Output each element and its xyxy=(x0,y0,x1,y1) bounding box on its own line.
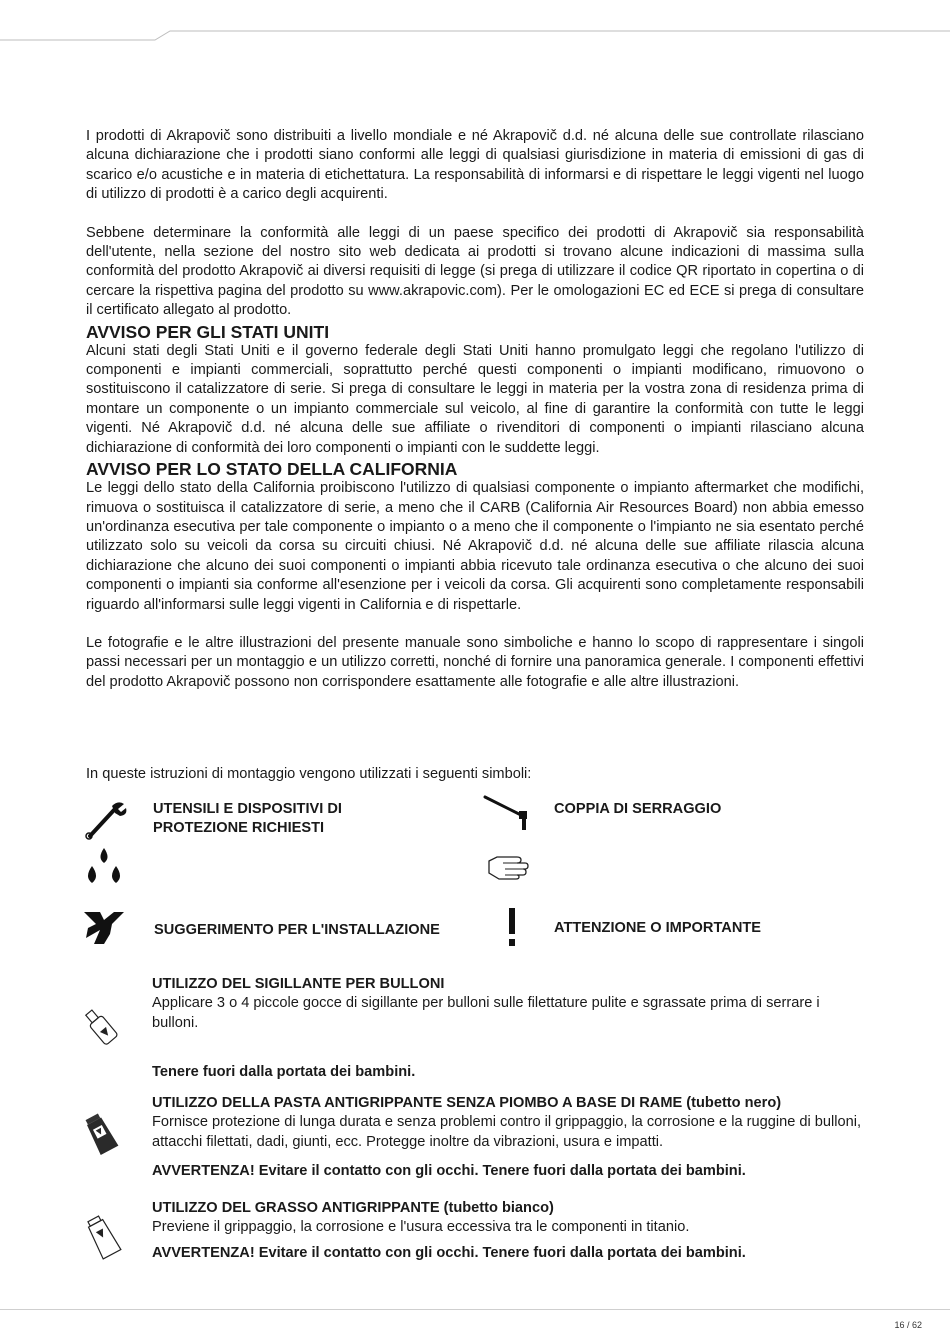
page-number: 16 / 62 xyxy=(894,1320,922,1330)
grease-text: Previene il grippaggio, la corrosione e l'usura eccessiva tra le componenti in titanio. xyxy=(152,1219,690,1236)
bolt-sealant-warning: Tenere fuori dalla portata dei bambini. xyxy=(152,1064,416,1080)
intro-paragraph-2: Sebbene determinare la conformità alle leggi di un paese specifico dei prodotti di Akrapovič sia responsabilità dell'utente, nella sezione del nostro sito web dedicata ai prodotti si trovano alcune indicazioni di massima sulla conformità del prodotto Akrapovič ai diversi requisiti di legge (si prega di utilizzare il codice QR riportato in copertina o di cercare la rispettiva pagina del prodotto su www.akrapovic.com). Per le omologazioni EC ed ECE si prega di consultare il certificato allegato al prodotto. xyxy=(86,224,864,319)
copper-paste-text: Fornisce protezione di lunga durata e senza problemi contro il grippaggio, la corrosione e la ruggine di bulloni, attacchi filettati, dadi, giunti, ecc. Protegge inoltre da vibrazioni, usura e impatti. xyxy=(152,1114,862,1150)
us-notice-heading: AVVISO PER GLI STATI UNITI xyxy=(86,321,330,342)
footer-rule xyxy=(0,1309,950,1310)
install-tip-label: SUGGERIMENTO PER L'INSTALLAZIONE xyxy=(154,922,440,938)
copper-paste-section xyxy=(152,1094,864,1152)
hand-icon xyxy=(487,853,531,881)
drops-icon xyxy=(84,846,126,886)
sealant-bottle-icon xyxy=(84,1004,124,1048)
warning-label: ATTENZIONE O IMPORTANTE xyxy=(554,920,762,936)
intro-paragraph-1: I prodotti di Akrapovič sono distribuiti a livello mondiale e né Akrapovič d.d. né alcuna delle sue controllate rilasciano alcuna dichiarazione che i prodotti siano conformi alle leggi di qualsiasi giurisdizione in materia di emissioni di gas di scarico e/o acustiche e in materia di etichettatura. La responsabilità di informarsi e di rispettare le leggi vigenti nel luogo di utilizzo di prodotti è a carico degli acquirenti. xyxy=(86,128,864,203)
illustrations-note: Le fotografie e le altre illustrazioni del presente manuale sono simboliche e hanno lo scopo di rappresentare i singoli passi necessari per un montaggio e un utilizzo corretti, nonché di fornire una panoramica generale. I componenti effettivi del prodotto Akrapovič possono non corrispondere esattamente alle fotografie e alle altre illustrazioni. xyxy=(86,634,864,690)
tools-label-line-1: UTENSILI E DISPOSITIVI DI xyxy=(153,801,342,817)
bolt-sealant-text: Applicare 3 o 4 piccole gocce di sigillante per bulloni sulle filettature pulite e sgrassate prima di serrare i bulloni. xyxy=(152,995,820,1031)
akrapovic-logo-icon xyxy=(82,908,126,946)
ca-notice-heading: AVVISO PER LO STATO DELLA CALIFORNIA xyxy=(86,459,458,480)
grease-warning: AVVERTENZA! Evitare il contatto con gli occhi. Tenere fuori dalla portata dei bambini. xyxy=(152,1245,746,1261)
tools-label-line-2: PROTEZIONE RICHIESTI xyxy=(153,820,325,836)
torque-label: COPPIA DI SERRAGGIO xyxy=(554,801,722,817)
bolt-sealant-title: UTILIZZO DEL SIGILLANTE PER BULLONI xyxy=(152,976,445,992)
symbols-intro: In queste istruzioni di montaggio vengono utilizzati i seguenti simboli: xyxy=(86,766,532,782)
grease-warning-block xyxy=(152,1244,864,1263)
torque-wrench-icon xyxy=(483,795,533,833)
header-rule xyxy=(0,0,950,50)
bolt-sealant-warning-block xyxy=(152,1063,864,1082)
grease-title: UTILIZZO DEL GRASSO ANTIGRIPPANTE (tubetto bianco) xyxy=(152,1200,554,1216)
white-tube-icon xyxy=(86,1214,122,1260)
grease-section xyxy=(152,1199,864,1238)
black-tube-icon xyxy=(84,1112,120,1156)
exclamation-icon xyxy=(505,906,519,948)
bolt-sealant-section xyxy=(152,975,864,1033)
main-text xyxy=(86,127,864,692)
us-notice-text: Alcuni stati degli Stati Uniti e il governo federale degli Stati Uniti hanno promulgato leggi che regolano l'utilizzo di componenti e impianti commerciali, soprattutto perché questi componenti o impianti modificano, rimuovono o sostituiscono il catalizzatore di serie. Si prega di consultare le leggi in materia per la vostra zona di residenza prima di montare un componente o un impianto commerciale sul veicolo, al fine di garantire la conformità con tutte le leggi vigenti. Né Akrapovič d.d. né alcuna delle sue affiliate o rivenditori di componenti o impianti rilasciano alcuna dichiarazione di conformità dei loro componenti o impianti con le suddette leggi. xyxy=(86,342,864,456)
copper-paste-title: UTILIZZO DELLA PASTA ANTIGRIPPANTE SENZA PIOMBO A BASE DI RAME (tubetto nero) xyxy=(152,1095,782,1111)
copper-paste-warning: AVVERTENZA! Evitare il contatto con gli occhi. Tenere fuori dalla portata dei bambini. xyxy=(152,1163,746,1179)
ca-notice-text: Le leggi dello stato della California proibiscono l'utilizzo di qualsiasi componente o impianto aftermarket che modifichi, rimuova o sostituisca il catalizzatore di serie, a meno che il CARB (California Air Resources Board) non abbia emesso un'ordinanza esecutiva per tale componente o impianto o a meno che il componente o l'impianto ne sia esentato perché utilizzato solo su veicoli da corsa su circuiti chiusi. Né Akrapovič d.d. né alcuna delle sue affiliate rilascia alcuna dichiarazione che alcuno dei suoi componenti o impianti abbia ricevuto tale ordinanza esecutiva o che alcuno dei suoi componenti o impianti sia conforme all'esenzione per i veicoli da corsa. Gli acquirenti sono completamente responsabili riguardo all'informarsi sulle leggi vigenti in California e di rispettarle. xyxy=(86,480,864,613)
copper-paste-warning-block xyxy=(152,1162,864,1181)
wrench-icon xyxy=(84,800,128,840)
